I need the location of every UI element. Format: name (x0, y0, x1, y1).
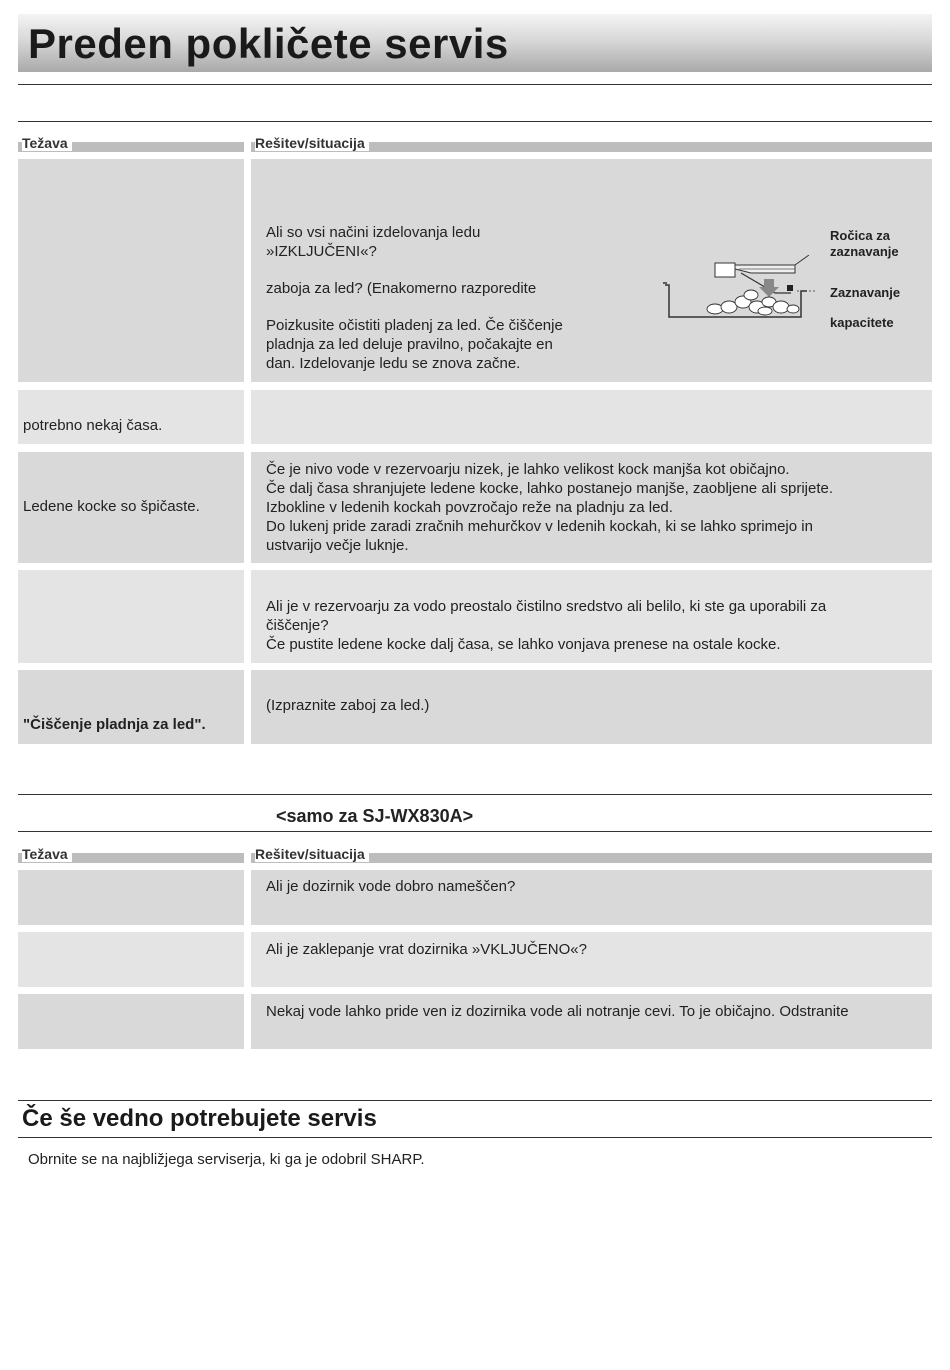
table-row-problem (18, 994, 244, 1049)
table-row-solution (251, 870, 932, 925)
table-row-problem (18, 670, 244, 744)
solution-text: Če je nivo vode v rezervoarju nizek, je lahko velikost kock manjša kot običajno. Če dalj časa shranjujete ledene kocke, lahko postanejo manjše, zaobljene ali sprijete. Izbokline v ledenih kockah povzročajo reže na pladnju za led. Do lukenj pride zaradi zračnih mehurčkov v ledenih kockah, ki se lahko sprimejo in ustvarijo večje luknje. (266, 461, 834, 554)
table-row-problem (18, 870, 244, 925)
table-row-solution (251, 159, 932, 382)
solution-text: zaboja za led? (Enakomerno razporedite (266, 280, 537, 297)
problem-text: potrebno nekaj časa. (23, 417, 163, 434)
solution-text: Ali je zaklepanje vrat dozirnika »VKLJUČENO«? (266, 941, 587, 958)
figure-label-capacity: kapacitete (830, 315, 894, 330)
divider (18, 1100, 932, 1101)
table-row-solution (251, 670, 932, 744)
divider (18, 831, 932, 832)
solution-text: Nekaj vode lahko pride ven iz dozirnika vode ali notranje cevi. To je običajno. Odstranite (266, 1003, 849, 1020)
divider (18, 1137, 932, 1138)
ice-bin-illustration (659, 255, 819, 325)
table-row-problem (18, 390, 244, 444)
figure-label-lever: Ročica za zaznavanje (830, 228, 899, 259)
divider (18, 794, 932, 795)
problem-text: "Čiščenje pladnja za led". (23, 716, 206, 733)
solution-text: Ali je v rezervoarju za vodo preostalo čistilno sredstvo ali belilo, ki ste ga uporabili za čiščenje? Če pustite ledene kocke dalj časa, se lahko vonjava prenese na ostale kocke. (266, 598, 827, 653)
solution-text: Poizkusite očistiti pladenj za led. Če čiščenje pladnja za led deluje pravilno, počakajte en dan. Izdelovanje ledu se znova začne. (266, 317, 563, 372)
solution-text: (Izpraznite zaboj za led.) (266, 697, 430, 714)
service-section-title: Če še vedno potrebujete servis (22, 1105, 377, 1132)
table-row-problem (18, 159, 244, 382)
table-row-solution (251, 452, 932, 563)
solution-text: Ali so vsi načini izdelovanja ledu »IZKLJUČENI«? (266, 224, 481, 260)
column-header-solution: Rešitev/situacija (255, 136, 369, 151)
column-header-solution: Rešitev/situacija (255, 847, 369, 862)
table-row-problem (18, 570, 244, 663)
table-row-solution (251, 932, 932, 987)
solution-text: Ali je dozirnik vode dobro nameščen? (266, 878, 516, 895)
problem-text: Ledene kocke so špičaste. (23, 498, 200, 515)
table-row-problem (18, 932, 244, 987)
title-banner (18, 14, 932, 72)
table-row-solution (251, 994, 932, 1049)
figure-label-detect: Zaznavanje (830, 285, 901, 300)
table-row-solution (251, 390, 932, 444)
service-text: Obrnite se na najbližjega serviserja, ki ga je odobril SHARP. (28, 1151, 425, 1168)
page-title: Preden pokličete servis (28, 20, 509, 67)
divider (18, 121, 932, 122)
table-row-solution (251, 570, 932, 663)
section-subtitle: <samo za SJ-WX830A> (276, 806, 474, 826)
column-header-problem: Težava (22, 847, 72, 862)
divider (18, 84, 932, 85)
table-row-problem (18, 452, 244, 563)
column-header-problem: Težava (22, 136, 72, 151)
